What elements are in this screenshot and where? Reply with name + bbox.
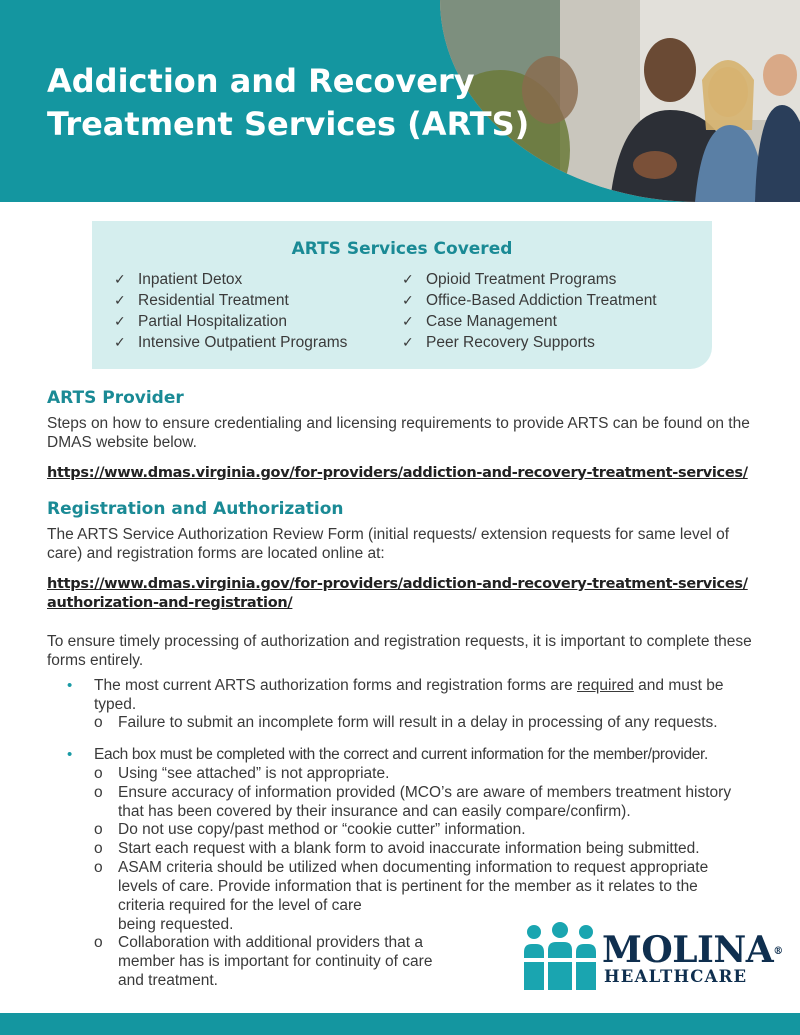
provider-heading: ARTS Provider bbox=[47, 388, 184, 408]
bullet-dot: • bbox=[67, 677, 73, 694]
registration-text: The ARTS Service Authorization Review Form (initial requests/ extension requests for same level of care) and registration forms are located online at: bbox=[47, 526, 730, 562]
sub-bullet bbox=[94, 764, 759, 783]
bullet-text: The most current ARTS authorization forms and registration forms are bbox=[94, 677, 577, 694]
service-item bbox=[402, 290, 657, 311]
header-banner bbox=[0, 0, 800, 202]
check-icon: ✓ bbox=[402, 335, 414, 351]
bullet-text: Each box must be completed with the correct and current information for the member/provider. bbox=[94, 746, 708, 763]
bullet-text: and must be typed. bbox=[94, 677, 724, 713]
sub-bullet bbox=[94, 713, 759, 732]
sub-bullet bbox=[94, 820, 759, 839]
sub-bullet-text: ASAM criteria should be utilized when documenting information to request appropriate levels of care. Provide information that is pertinent for the member as it relates to the criteria required for the level of care bbox=[118, 859, 709, 914]
logo-word-healthcare: HEALTHCARE bbox=[604, 967, 748, 986]
registered-mark: ® bbox=[773, 946, 783, 957]
logo-text: MOLINA bbox=[602, 929, 774, 971]
service-label: Office-Based Addiction Treatment bbox=[426, 292, 657, 309]
services-list-left bbox=[114, 269, 347, 353]
bullet-each-box bbox=[67, 745, 760, 764]
services-list-right bbox=[402, 269, 657, 353]
sub-bullet-text: Ensure accuracy of information provided (MCO’s are aware of members treatment history that has been covered by their insurance and can easily compare/confirm). bbox=[118, 784, 732, 820]
service-label: Case Management bbox=[426, 313, 557, 330]
sub-bullet-marker: o bbox=[94, 840, 103, 857]
sub-bullet-marker: o bbox=[94, 859, 103, 876]
page-title bbox=[47, 60, 567, 146]
service-item bbox=[114, 290, 347, 311]
sub-bullet-text: Do not use copy/past method or “cookie cutter” information. bbox=[118, 821, 526, 838]
sub-bullet-marker: o bbox=[94, 934, 103, 951]
sub-bullet-text: Start each request with a blank form to avoid inaccurate information being submitted. bbox=[118, 840, 700, 857]
logo-word-molina bbox=[602, 929, 783, 971]
sub-bullet bbox=[94, 783, 759, 821]
molina-people-icon bbox=[520, 920, 600, 990]
sub-bullet-marker: o bbox=[94, 784, 103, 801]
service-item bbox=[114, 332, 347, 353]
check-icon: ✓ bbox=[114, 272, 126, 288]
sub-bullet-text: Using “see attached” is not appropriate. bbox=[118, 765, 390, 782]
sub-bullet-marker: o bbox=[94, 821, 103, 838]
check-icon: ✓ bbox=[402, 293, 414, 309]
service-item bbox=[114, 311, 347, 332]
service-label: Residential Treatment bbox=[138, 292, 289, 309]
service-item bbox=[402, 311, 657, 332]
title-line-2: Treatment Services (ARTS) bbox=[47, 105, 530, 143]
sub-bullet-text: and treatment. bbox=[118, 972, 218, 989]
bullet-dot: • bbox=[67, 746, 72, 763]
service-label: Peer Recovery Supports bbox=[426, 334, 595, 351]
sub-bullet-marker: o bbox=[94, 714, 103, 731]
footer-band bbox=[0, 1013, 800, 1035]
sub-bullet-text: Collaboration with additional providers that a bbox=[118, 934, 424, 951]
provider-link[interactable]: https://www.dmas.virginia.gov/for-providers/addiction-and-recovery-treatment-services/ bbox=[47, 465, 748, 481]
services-covered-box bbox=[92, 221, 712, 369]
sub-bullet-text: member has is important for continuity of care bbox=[118, 953, 433, 970]
bullet-forms-required bbox=[67, 676, 760, 714]
service-label: Opioid Treatment Programs bbox=[426, 271, 617, 288]
service-item bbox=[114, 269, 347, 290]
sub-bullet-text: Failure to submit an incomplete form will result in a delay in processing of any requests. bbox=[118, 714, 718, 731]
services-title: ARTS Services Covered bbox=[291, 239, 513, 259]
check-icon: ✓ bbox=[402, 272, 414, 288]
sub-bullet-marker: o bbox=[94, 765, 103, 782]
service-item bbox=[402, 332, 657, 353]
service-label: Inpatient Detox bbox=[138, 271, 243, 288]
registration-link[interactable] bbox=[47, 575, 767, 613]
service-label: Partial Hospitalization bbox=[138, 313, 288, 330]
molina-healthcare-logo bbox=[520, 912, 783, 992]
registration-link-line-2[interactable]: authorization-and-registration/ bbox=[47, 595, 293, 611]
sub-bullet bbox=[94, 933, 514, 990]
service-label: Intensive Outpatient Programs bbox=[138, 334, 348, 351]
registration-heading: Registration and Authorization bbox=[47, 499, 344, 519]
sub-bullet bbox=[94, 839, 759, 858]
sub-bullet-text: being requested. bbox=[118, 916, 234, 933]
timely-processing-text: To ensure timely processing of authorization and registration requests, it is important to complete these forms entirely. bbox=[47, 633, 752, 669]
check-icon: ✓ bbox=[114, 293, 126, 309]
title-line-1: Addiction and Recovery bbox=[47, 62, 475, 100]
check-icon: ✓ bbox=[402, 314, 414, 330]
required-underlined: required bbox=[577, 677, 634, 694]
check-icon: ✓ bbox=[114, 314, 126, 330]
service-item bbox=[402, 269, 657, 290]
check-icon: ✓ bbox=[114, 335, 126, 351]
provider-text: Steps on how to ensure credentialing and licensing requirements to provide ARTS can be found on the DMAS website below. bbox=[47, 415, 750, 451]
registration-link-line-1[interactable]: https://www.dmas.virginia.gov/for-providers/addiction-and-recovery-treatment-services/ bbox=[47, 576, 748, 592]
